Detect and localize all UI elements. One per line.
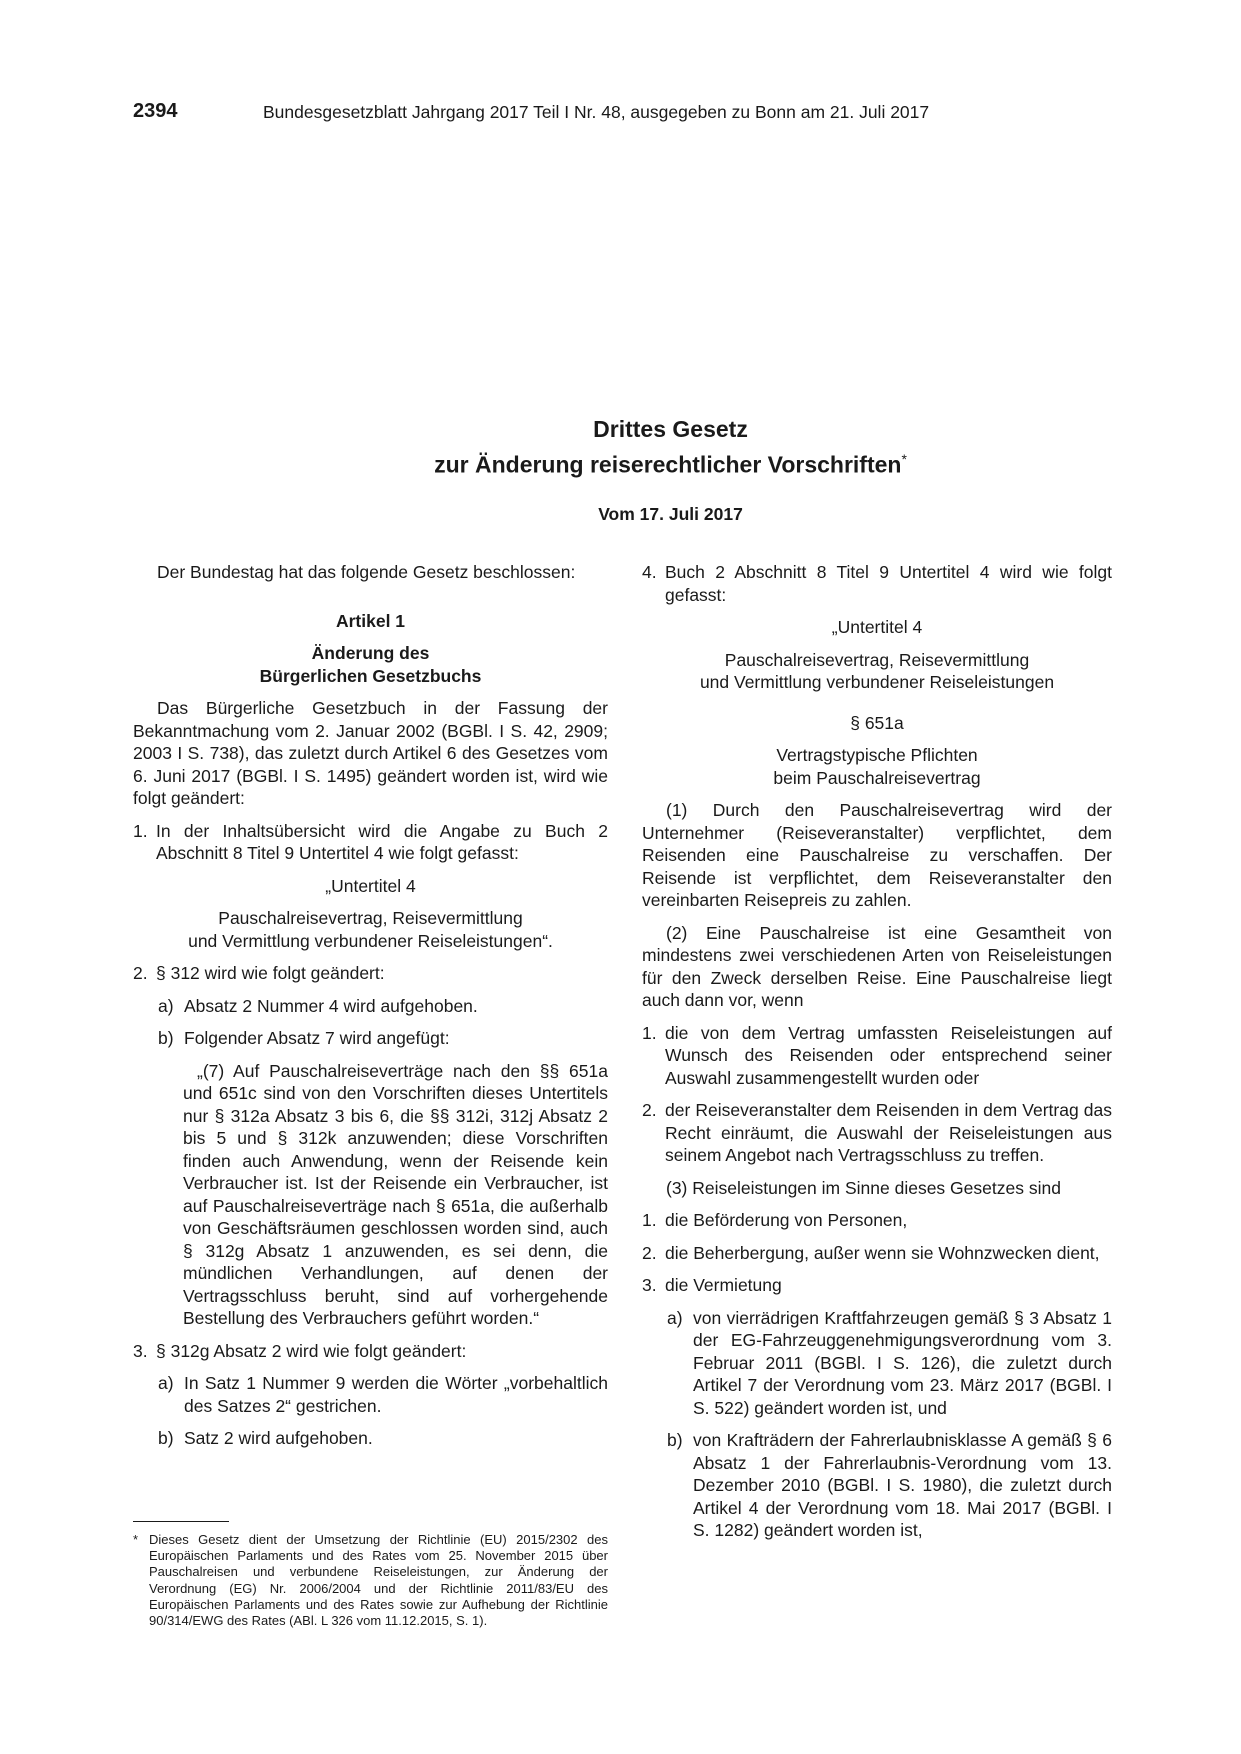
- list-item: 3. § 312g Absatz 2 wird wie folgt geändert:: [133, 1340, 467, 1361]
- list-item: 4. Buch 2 Abschnitt 8 Titel 9 Untertitel 4 wird wie folgt gefasst:: [642, 562, 1112, 605]
- absatz-2: (2) Eine Pauschalreise ist eine Gesamtheit von mindestens zwei verschiedenen Arten von Reiseleistungen für den Zweck derselben Reise. Eine Pauschalreise liegt auch dann vor, wenn: [642, 922, 1112, 1010]
- sub-item: a) In Satz 1 Nummer 9 werden die Wörter „vorbehaltlich des Satzes 2“ gestrichen.: [158, 1373, 608, 1416]
- quote-line: und Vermittlung verbundener Reiseleistungen: [699, 672, 1055, 692]
- list-item: 1. In der Inhaltsübersicht wird die Angabe zu Buch 2 Abschnitt 8 Titel 9 Untertitel 4 wie folgt gefasst:: [133, 820, 608, 863]
- quote-line: und Vermittlung verbundener Reiseleistungen“.: [188, 930, 553, 951]
- footnote-marker: *: [133, 1532, 139, 1547]
- sub-item: a) Absatz 2 Nummer 4 wird aufgehoben.: [158, 995, 478, 1016]
- sub-item: b) von Krafträdern der Fahrerlaubnisklasse A gemäß § 6 Absatz 1 der Fahrerlaubnis-Verordnung vom 13. Dezember 2010 (BGBl. I S. 1980), die zuletzt durch Artikel 4 der Verordnung vom 18. Mai 2017 (BGBl. I S. 1282) geändert worden ist,: [667, 1430, 1112, 1540]
- list-item: 2. die Beherbergung, außer wenn sie Wohnzwecken dient,: [642, 1242, 1100, 1263]
- quote-line: „Untertitel 4: [325, 875, 416, 896]
- running-title: Bundesgesetzblatt Jahrgang 2017 Teil I Nr. 48, ausgegeben zu Bonn am 21. Juli 2017: [263, 102, 930, 122]
- list-item: 2. § 312 wird wie folgt geändert:: [133, 963, 385, 983]
- law-title-line1: Drittes Gesetz: [593, 416, 748, 442]
- paragraph-title-line1: Vertragstypische Pflichten: [776, 745, 978, 765]
- sub-item: a) von vierrädrigen Kraftfahrzeugen gemäß § 3 Absatz 1 der EG-Fahrzeuggenehmigungsverordnung vom 3. Februar 2011 (BGBl. I S. 126), die zuletzt durch Artikel 7 der Verordnung vom 23. März 2017 (BGBl. I S. 522) geändert worden ist, und: [667, 1307, 1112, 1418]
- artikel-title-line2: Bürgerlichen Gesetzbuchs: [259, 665, 482, 686]
- list-item: 2. der Reiseveranstalter dem Reisenden in dem Vertrag das Recht einräumt, die Auswahl der Reiseleistungen aus seinem Angebot nach Vertragsschluss zu treffen.: [642, 1100, 1112, 1165]
- page-number: 2394: [133, 100, 178, 122]
- intro-text: Der Bundestag hat das folgende Gesetz beschlossen:: [157, 562, 576, 582]
- list-item: 1. die Beförderung von Personen,: [642, 1210, 908, 1230]
- footnote: [133, 1532, 608, 1629]
- footnote-text: Dieses Gesetz dient der Umsetzung der Richtlinie (EU) 2015/2302 des Europäischen Parlaments und des Rates vom 25. November 2015 über Pauschalreisen und verbundene Reiseleistungen, zur Änderung der Verordnung (EG) Nr. 2006/2004 und der Richtlinie 2011/83/EU des Europäischen Parlaments und des Rates sowie zur Aufhebung der Richtlinie 90/314/EWG des Rates (ABl. L 326 vom 11.12.2015, S. 1).: [149, 1532, 608, 1629]
- law-date: Vom 17. Juli 2017: [598, 503, 743, 524]
- title-block: [0, 414, 1241, 525]
- list-item: 3. die Vermietung: [642, 1275, 782, 1295]
- quote-line: Pauschalreisevertrag, Reisevermittlung: [724, 649, 1030, 670]
- sub-item: b) Satz 2 wird aufgehoben.: [158, 1428, 373, 1448]
- quote-line: Pauschalreisevertrag, Reisevermittlung: [218, 908, 523, 928]
- law-title: [100, 414, 1241, 480]
- artikel-heading: Artikel 1: [335, 610, 406, 631]
- quote-line: „Untertitel 4: [831, 617, 923, 637]
- absatz-3: (3) Reiseleistungen im Sinne dieses Gesetzes sind: [666, 1177, 1061, 1198]
- footnote-mark: *: [901, 451, 907, 467]
- artikel-title-line1: Änderung des: [311, 643, 430, 663]
- intro-paragraph: Das Bürgerliche Gesetzbuch in der Fassung der Bekanntmachung vom 2. Januar 2002 (BGBl. I S. 42, 2909; 2003 I S. 738), das zuletzt durch Artikel 6 des Gesetzes vom 6. Juni 2017 (BGBl. I S. 1495) geändert worden ist, wird wie folgt geändert:: [133, 698, 608, 808]
- absatz-1: (1) Durch den Pauschalreisevertrag wird der Unternehmer (Reiseveranstalter) verpflichtet, dem Reisenden eine Pauschalreise zu verschaffen. Der Reisende ist verpflichtet, dem Reiseveranstalter den vereinbarten Reisepreis zu zahlen.: [642, 800, 1112, 910]
- list-item: 1. die von dem Vertrag umfassten Reiseleistungen auf Wunsch des Reisenden oder entsprechend seiner Auswahl zusammengestellt wurden oder: [642, 1022, 1112, 1088]
- paragraph-sign: § 651a: [850, 712, 904, 733]
- footnote-divider: [133, 1521, 229, 1522]
- right-column: [642, 561, 1112, 1542]
- left-column: [133, 561, 608, 1450]
- law-title-line2: zur Änderung reiserechtlicher Vorschriften: [434, 451, 902, 478]
- quoted-paragraph: „(7) Auf Pauschalreiseverträge nach den §§ 651a und 651c sind von den Vorschriften dieses Untertitels nur § 312a Absatz 3 bis 6, die §§ 312i, 312j Absatz 2 bis 5 und § 312k anzuwenden; diese Vorschriften finden auch Anwendung, wenn der Reisende kein Verbraucher ist. Ist der Reisende ein Verbraucher, ist auf Pauschalreiseverträge nach § 651a, die außerhalb von Geschäftsräumen geschlossen worden sind, auch § 312g Absatz 1 anzuwenden, es sei denn, die mündlichen Verhandlungen, auf denen der Vertragsschluss beruht, sind auf vorhergehende Bestellung des Verbrauchers geführt worden.“: [183, 1060, 608, 1328]
- sub-item: b) Folgender Absatz 7 wird angefügt:: [158, 1028, 450, 1048]
- paragraph-title-line2: beim Pauschalreisevertrag: [773, 767, 981, 788]
